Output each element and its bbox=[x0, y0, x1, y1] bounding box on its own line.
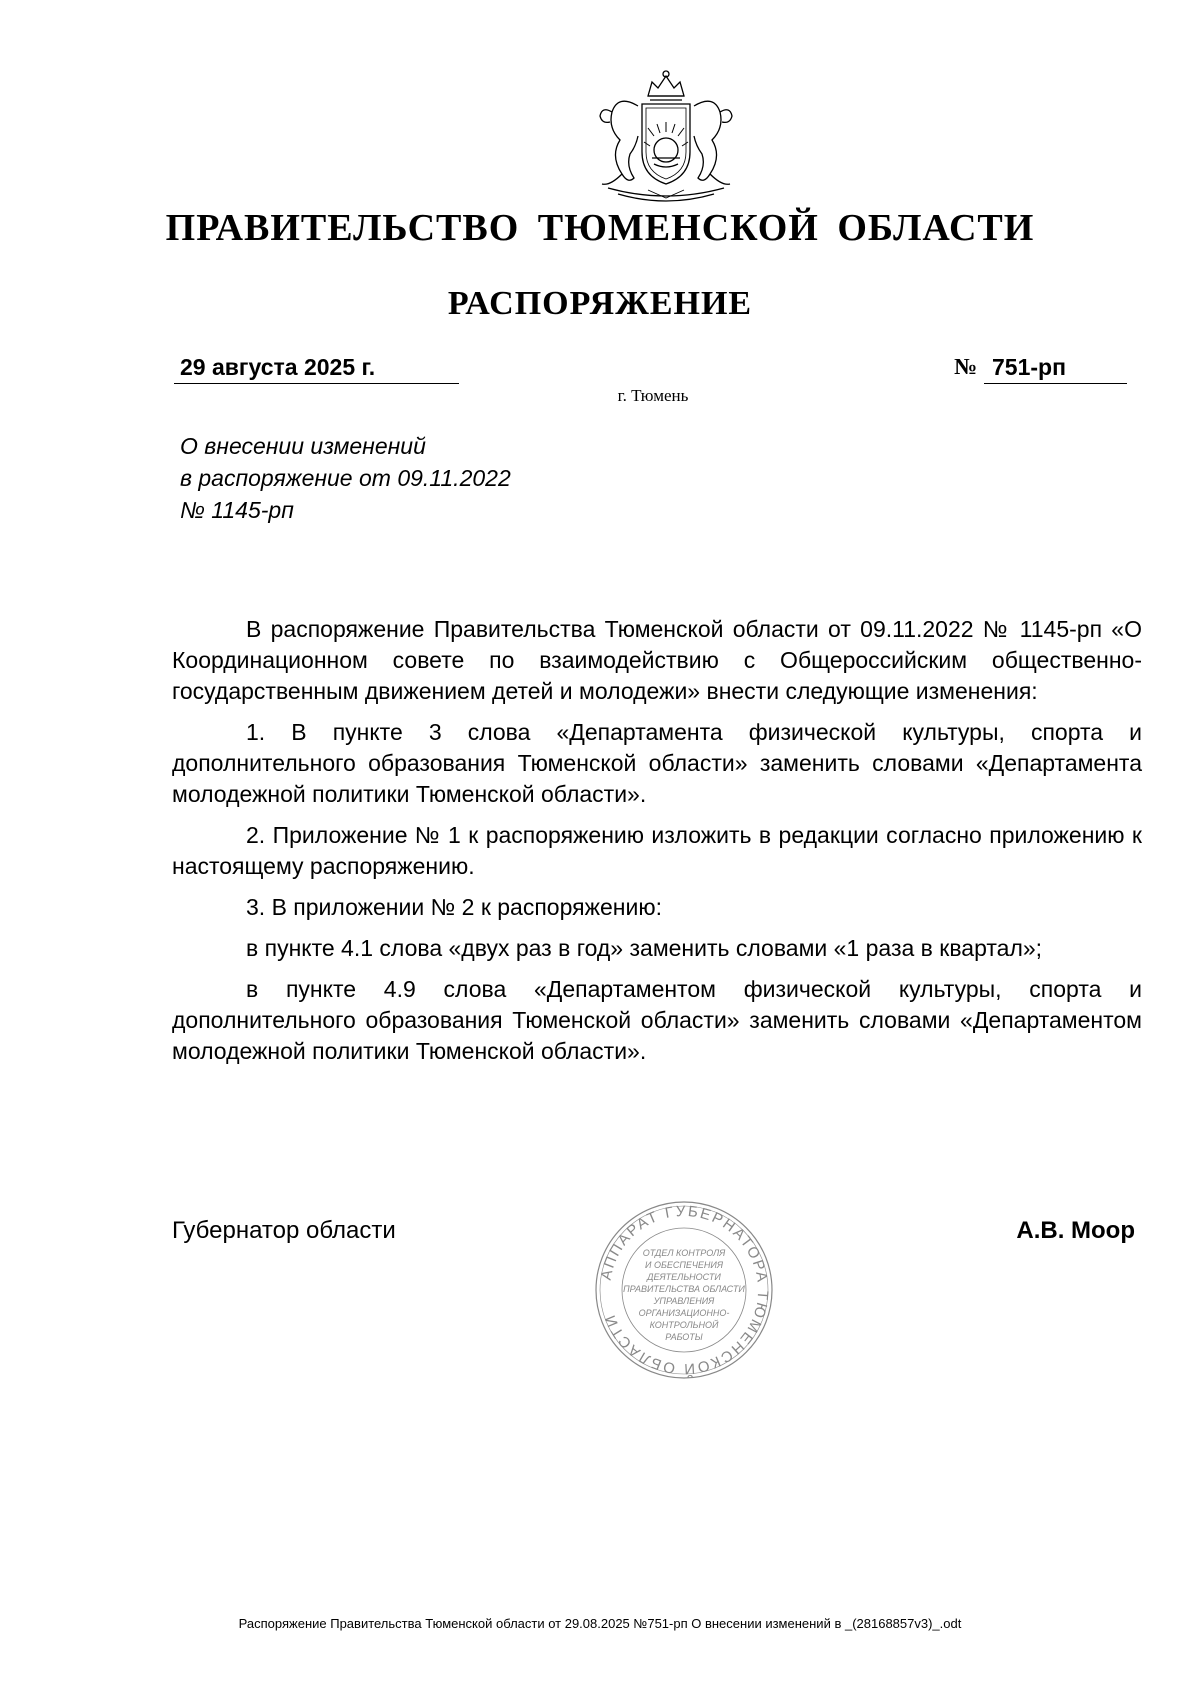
signatory-role: Губернатор области bbox=[172, 1217, 396, 1244]
footer-filename: Распоряжение Правительства Тюменской области от 29.08.2025 №751-рп О внесении изменений в _(28168857v3)_.odt bbox=[238, 1616, 962, 1631]
body-paragraph: 2. Приложение № 1 к распоряжению изложить в редакции согласно приложению к настоящему распоряжению. bbox=[172, 822, 1142, 879]
stamp-inner-line: КОНТРОЛЬНОЙ bbox=[649, 1320, 719, 1330]
stamp-inner-line: ОРГАНИЗАЦИОННО- bbox=[638, 1308, 730, 1318]
body-paragraph: в пункте 4.1 слова «двух раз в год» заменить словами «1 раза в квартал»; bbox=[246, 935, 1043, 961]
number-sign: № bbox=[954, 354, 978, 379]
stamp-inner-line: ПРАВИТЕЛЬСТВА ОБЛАСТИ bbox=[623, 1284, 745, 1294]
stamp-inner-line: УПРАВЛЕНИЯ bbox=[653, 1296, 715, 1306]
document-date: 29 августа 2025 г. bbox=[174, 354, 459, 384]
document-number: 751-рп bbox=[984, 354, 1127, 384]
stamp-inner-line: ОТДЕЛ КОНТРОЛЯ bbox=[642, 1248, 726, 1258]
official-stamp bbox=[592, 1198, 776, 1382]
stamp-inner-line: РАБОТЫ bbox=[665, 1332, 703, 1342]
city: г. Тюмень bbox=[617, 386, 689, 405]
subject-line: О внесении изменений bbox=[180, 433, 426, 459]
coat-of-arms bbox=[588, 66, 744, 208]
subject-line: в распоряжение от 09.11.2022 bbox=[180, 465, 511, 491]
body-paragraph: 1. В пункте 3 слова «Департамента физической культуры, спорта и дополнительного образования Тюменской области» заменить словами «Департамента молодежной политики Тюменской области». bbox=[172, 719, 1142, 807]
stamp-inner-line: ДЕЯТЕЛЬНОСТИ bbox=[647, 1272, 721, 1282]
body-paragraph: в пункте 4.9 слова «Департаментом физической культуры, спорта и дополнительного образования Тюменской области» заменить словами «Департаментом молодежной политики Тюменской области». bbox=[172, 976, 1142, 1064]
body-paragraph: В распоряжение Правительства Тюменской области от 09.11.2022 № 1145-рп «О Координационном совете по взаимодействию с Общероссийским общественно-государственным движением детей и молодежи» внести следующие изменения: bbox=[172, 616, 1142, 704]
document-type: РАСПОРЯЖЕНИЕ bbox=[447, 285, 753, 322]
subject-line: № 1145-рп bbox=[180, 497, 294, 523]
stamp-ring-text: АППАРАТ ГУБЕРНАТОРА ТЮМЕНСКОЙ ОБЛАСТИ bbox=[597, 1202, 772, 1378]
signatory-name: А.В. Моор bbox=[1016, 1217, 1135, 1244]
document-subject bbox=[180, 430, 511, 526]
stamp-inner-line: И ОБЕСПЕЧЕНИЯ bbox=[645, 1260, 723, 1270]
body-paragraph: 3. В приложении № 2 к распоряжению: bbox=[246, 894, 662, 920]
government-title: ПРАВИТЕЛЬСТВО ТЮМЕНСКОЙ ОБЛАСТИ bbox=[165, 207, 1035, 249]
document-body bbox=[172, 614, 1142, 1077]
